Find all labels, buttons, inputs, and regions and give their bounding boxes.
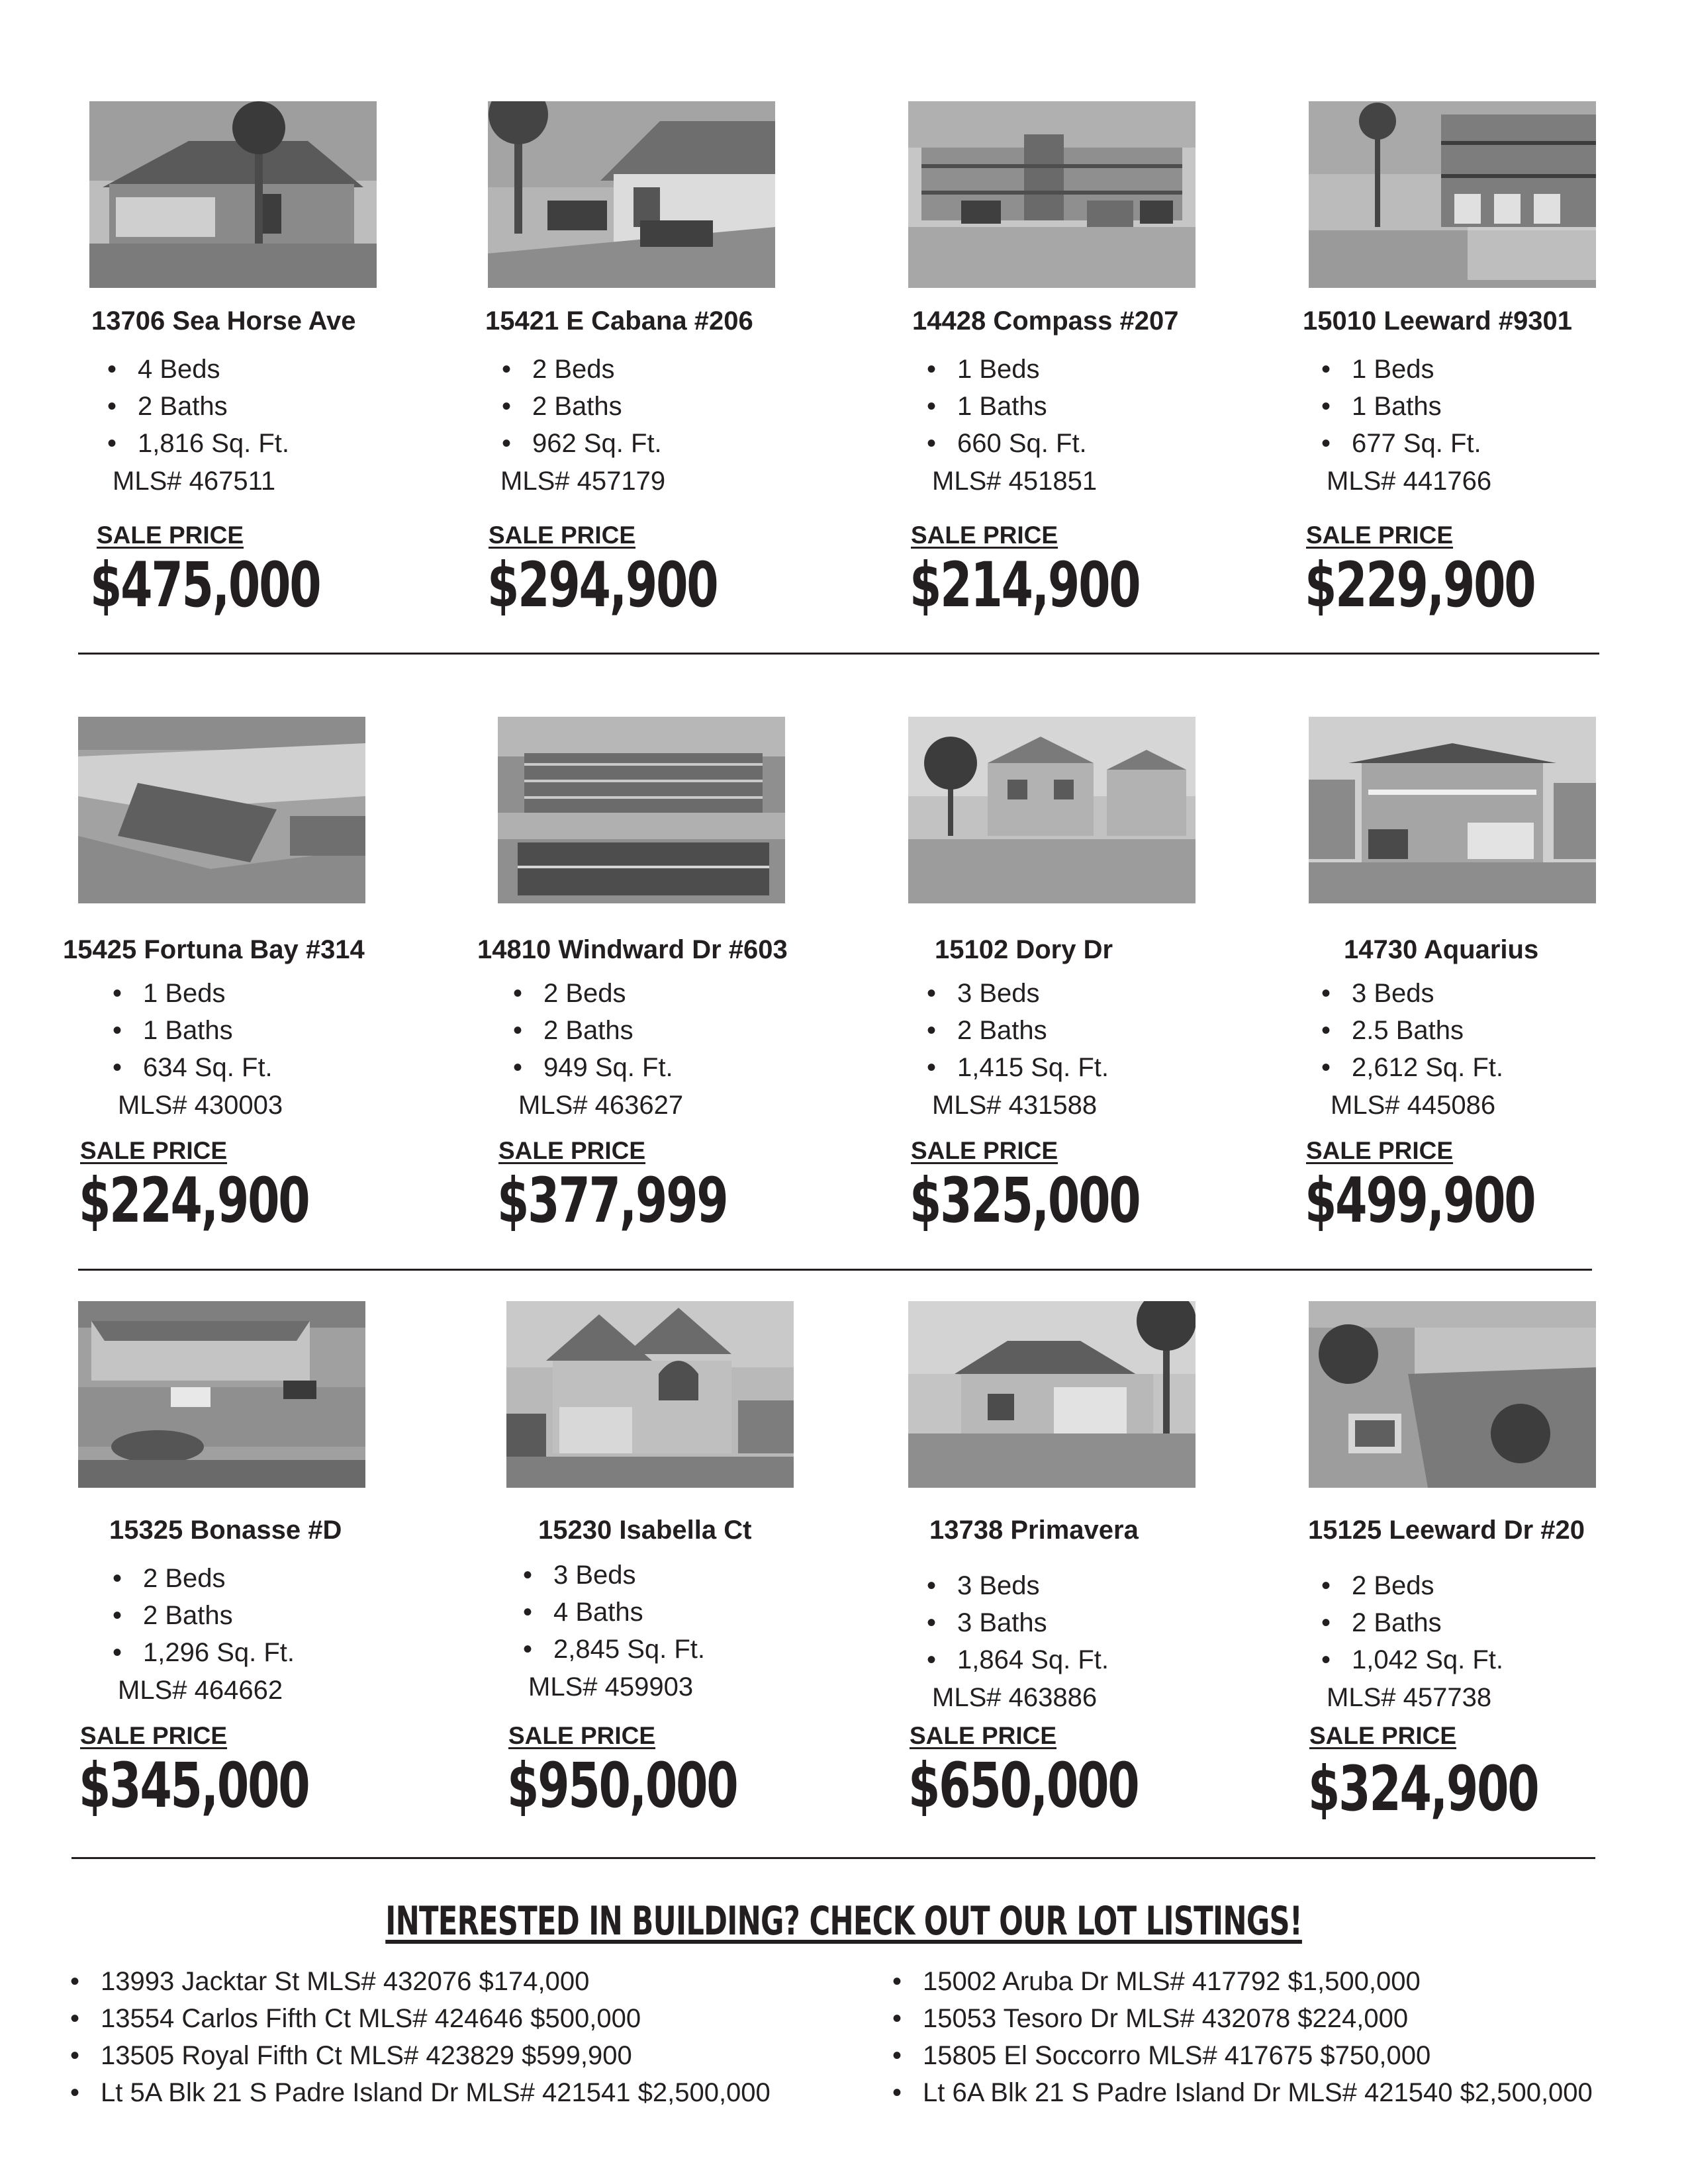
arched-house-photo <box>506 1301 794 1488</box>
lot-list-left <box>70 1963 771 2111</box>
listing-address: 15325 Bonasse #D <box>109 1516 342 1545</box>
aerial-canal-photo <box>78 717 365 903</box>
duplex-photo <box>908 717 1196 903</box>
beds: • 1 Beds <box>927 351 1087 388</box>
square-feet: • 660 Sq. Ft. <box>927 425 1087 462</box>
listing-address: 15010 Leeward #9301 <box>1303 306 1572 336</box>
sale-price: $294,900 <box>487 549 718 621</box>
beds: • 2 Beds <box>113 1560 295 1597</box>
mls-number: MLS# 445086 <box>1331 1091 1496 1120</box>
lot-item: • 13554 Carlos Fifth Ct MLS# 424646 $500,000 <box>70 2000 771 2037</box>
beds: • 2 Beds <box>1321 1567 1503 1604</box>
lot-item: • Lt 6A Blk 21 S Padre Island Dr MLS# 421540 $2,500,000 <box>892 2074 1593 2111</box>
sale-price: $475,000 <box>90 549 320 621</box>
square-feet: • 2,612 Sq. Ft. <box>1321 1049 1503 1086</box>
section-divider <box>78 653 1599 655</box>
section-divider <box>78 1269 1592 1271</box>
lot-item: • 15053 Tesoro Dr MLS# 432078 $224,000 <box>892 2000 1593 2037</box>
square-feet: • 2,845 Sq. Ft. <box>523 1631 705 1668</box>
listing-features <box>513 975 673 1086</box>
listing-address: 14730 Aquarius <box>1344 935 1539 964</box>
listing-features <box>927 1567 1109 1678</box>
beds: • 3 Beds <box>927 975 1109 1012</box>
listing-address: 14810 Windward Dr #603 <box>477 935 788 964</box>
listing-features <box>107 351 289 462</box>
sale-price: $950,000 <box>507 1750 737 1822</box>
mls-number: MLS# 467511 <box>113 467 276 496</box>
beds: • 1 Beds <box>113 975 273 1012</box>
mls-number: MLS# 430003 <box>118 1091 283 1120</box>
stucco-house-photo <box>908 1301 1196 1488</box>
aerial-townhome-photo <box>78 1301 365 1488</box>
two-story-house-photo <box>1309 717 1596 903</box>
sale-price: $650,000 <box>908 1750 1139 1822</box>
lot-item: • Lt 5A Blk 21 S Padre Island Dr MLS# 421541 $2,500,000 <box>70 2074 771 2111</box>
listing-features <box>927 975 1109 1086</box>
listing-address: 15125 Leeward Dr #20 <box>1308 1516 1585 1545</box>
sale-price-label: SALE PRICE <box>80 1137 228 1164</box>
baths: • 1 Baths <box>1321 388 1481 425</box>
mls-number: MLS# 464662 <box>118 1676 283 1705</box>
sale-price: $324,900 <box>1308 1753 1538 1825</box>
sale-price-label: SALE PRICE <box>911 522 1058 549</box>
sale-price: $224,900 <box>79 1165 309 1237</box>
baths: • 1 Baths <box>113 1012 273 1049</box>
listing-features <box>927 351 1087 462</box>
sale-price-label: SALE PRICE <box>1309 1722 1457 1749</box>
townhome-photo <box>1309 101 1596 288</box>
mls-number: MLS# 463886 <box>932 1683 1098 1712</box>
cottage-photo <box>488 101 775 288</box>
beds: • 3 Beds <box>927 1567 1109 1604</box>
square-feet: • 634 Sq. Ft. <box>113 1049 273 1086</box>
baths: • 2 Baths <box>1321 1604 1503 1641</box>
listing-address: 15230 Isabella Ct <box>538 1516 752 1545</box>
lot-item: • 15002 Aruba Dr MLS# 417792 $1,500,000 <box>892 1963 1593 2000</box>
aerial-condo-photo <box>498 717 785 903</box>
mls-number: MLS# 457179 <box>500 467 666 496</box>
listing-features <box>502 351 662 462</box>
beds: • 1 Beds <box>1321 351 1481 388</box>
lot-item: • 15805 El Soccorro MLS# 417675 $750,000 <box>892 2037 1593 2074</box>
listing-features <box>1321 975 1503 1086</box>
lot-listings-heading <box>0 1898 1688 1944</box>
square-feet: • 1,296 Sq. Ft. <box>113 1634 295 1671</box>
beds: • 2 Beds <box>513 975 673 1012</box>
sale-price: $499,900 <box>1305 1165 1535 1237</box>
baths: • 2.5 Baths <box>1321 1012 1503 1049</box>
listing-address: 15425 Fortuna Bay #314 <box>63 935 365 964</box>
lot-item: • 13505 Royal Fifth Ct MLS# 423829 $599,900 <box>70 2037 771 2074</box>
mls-number: MLS# 459903 <box>528 1672 694 1702</box>
mls-number: MLS# 441766 <box>1327 467 1492 496</box>
sale-price-label: SALE PRICE <box>910 1722 1057 1749</box>
lot-item: • 13993 Jacktar St MLS# 432076 $174,000 <box>70 1963 771 2000</box>
square-feet: • 949 Sq. Ft. <box>513 1049 673 1086</box>
baths: • 1 Baths <box>927 388 1087 425</box>
baths: • 2 Baths <box>927 1012 1109 1049</box>
baths: • 4 Baths <box>523 1594 705 1631</box>
beds: • 2 Beds <box>502 351 662 388</box>
listing-address: 14428 Compass #207 <box>912 306 1179 336</box>
listing-features <box>1321 351 1481 462</box>
square-feet: • 1,864 Sq. Ft. <box>927 1641 1109 1678</box>
baths: • 2 Baths <box>502 388 662 425</box>
sale-price-label: SALE PRICE <box>498 1137 646 1164</box>
condo-building-photo <box>908 101 1196 288</box>
sale-price-label: SALE PRICE <box>1306 522 1454 549</box>
sale-price-label: SALE PRICE <box>1306 1137 1454 1164</box>
listing-features <box>113 1560 295 1671</box>
square-feet: • 1,042 Sq. Ft. <box>1321 1641 1503 1678</box>
mls-number: MLS# 451851 <box>932 467 1098 496</box>
lot-list-right <box>892 1963 1593 2111</box>
listing-address: 13706 Sea Horse Ave <box>91 306 356 336</box>
square-feet: • 962 Sq. Ft. <box>502 425 662 462</box>
listing-features <box>1321 1567 1503 1678</box>
sale-price-label: SALE PRICE <box>911 1137 1058 1164</box>
beds: • 4 Beds <box>107 351 289 388</box>
listing-features <box>523 1557 705 1668</box>
mls-number: MLS# 431588 <box>932 1091 1098 1120</box>
sale-price-label: SALE PRICE <box>508 1722 656 1749</box>
square-feet: • 1,816 Sq. Ft. <box>107 425 289 462</box>
sale-price: $345,000 <box>79 1750 309 1822</box>
mls-number: MLS# 463627 <box>518 1091 684 1120</box>
sale-price: $229,900 <box>1305 549 1535 621</box>
house-photo <box>89 101 377 288</box>
sale-price: $214,900 <box>910 549 1140 621</box>
beds: • 3 Beds <box>1321 975 1503 1012</box>
lot-listings-heading-text: INTERESTED IN BUILDING? CHECK OUT OUR LOT LISTINGS! <box>385 1898 1303 1944</box>
sale-price-label: SALE PRICE <box>489 522 636 549</box>
listing-address: 15421 E Cabana #206 <box>485 306 753 336</box>
listing-address: 13738 Primavera <box>929 1516 1139 1545</box>
baths: • 2 Baths <box>107 388 289 425</box>
sale-price: $377,999 <box>497 1165 727 1237</box>
listing-features <box>113 975 273 1086</box>
sale-price-label: SALE PRICE <box>80 1722 228 1749</box>
sale-price: $325,000 <box>910 1165 1140 1237</box>
baths: • 3 Baths <box>927 1604 1109 1641</box>
sale-price-label: SALE PRICE <box>97 522 244 549</box>
square-feet: • 677 Sq. Ft. <box>1321 425 1481 462</box>
mls-number: MLS# 457738 <box>1327 1683 1492 1712</box>
aerial-pool-photo <box>1309 1301 1596 1488</box>
beds: • 3 Beds <box>523 1557 705 1594</box>
square-feet: • 1,415 Sq. Ft. <box>927 1049 1109 1086</box>
baths: • 2 Baths <box>113 1597 295 1634</box>
section-divider <box>71 1857 1595 1859</box>
baths: • 2 Baths <box>513 1012 673 1049</box>
listing-address: 15102 Dory Dr <box>935 935 1113 964</box>
